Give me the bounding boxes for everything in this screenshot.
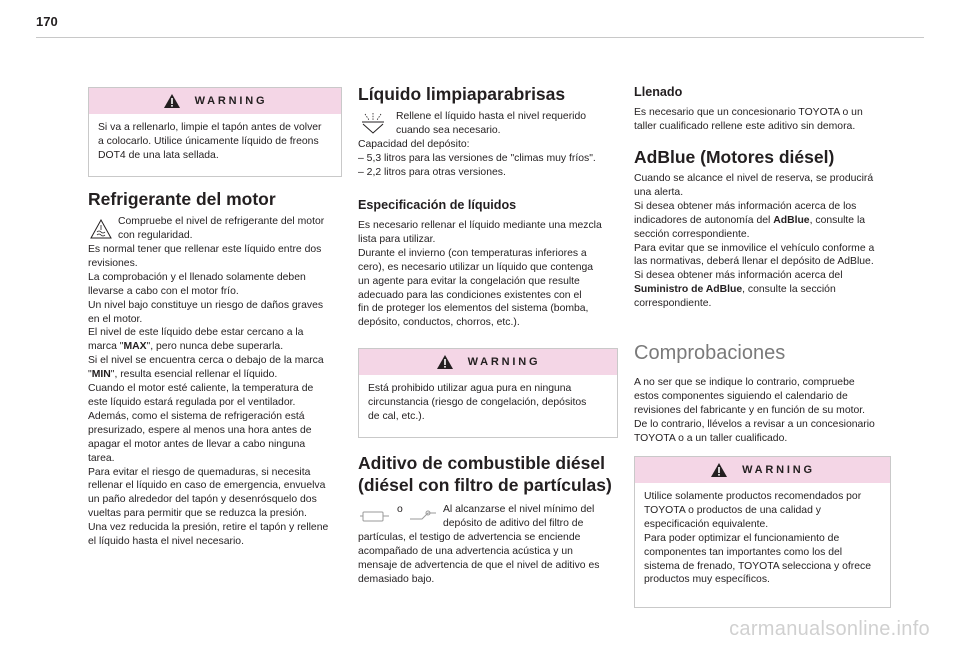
additive-icon-text: depósito de aditivo del filtro de <box>443 517 584 529</box>
adblue-text: sección correspondiente. <box>634 228 750 240</box>
washer-icon-text: Rellene el líquido hasta el nivel requerido <box>396 111 587 122</box>
additive-title-line2: (diésel con filtro de partículas) <box>358 475 612 495</box>
additive-text: mensaje de advertencia de que el nivel de aditivo es <box>358 559 600 571</box>
page-number: 170 <box>36 14 58 29</box>
additive-text: demasiado bajo. <box>358 573 435 585</box>
spec-text: fin de proteger los elementos del sistema (bomba, <box>358 303 589 315</box>
section-title-checks: Comprobaciones <box>634 342 786 364</box>
additive-level-icon <box>408 507 438 523</box>
spec-text: lista para utilizar. <box>358 233 436 245</box>
coolant-icon-text: Compruebe el nivel de refrigerante del motor <box>118 216 325 227</box>
coolant-text: presurizado, espere al menos una hora antes de <box>88 424 312 436</box>
or-text: o <box>397 504 403 515</box>
coolant-text: Para evitar el riesgo de quemaduras, si necesita <box>88 466 311 478</box>
filling-text: Es necesario que un concesionario TOYOTA o un <box>634 107 863 118</box>
warning-text: sistema de frenado, TOYOTA selecciona y ofrece <box>644 560 871 572</box>
warning-text: TOYOTA o productos de una calidad y <box>644 504 821 516</box>
max-pre: marca " <box>88 341 124 353</box>
adblue-text: una alerta. <box>634 186 684 198</box>
washer-fluid-icon <box>360 112 386 134</box>
section-title-filling: Llenado <box>634 85 683 99</box>
filling-text: taller cualificado rellene este aditivo sin demora. <box>634 120 856 132</box>
coolant-max-line <box>88 340 344 354</box>
spec-text: depósito, conductos, chorros, etc.). <box>358 317 520 329</box>
coolant-icon-text: con regularidad. <box>118 229 193 241</box>
adblue-term: AdBlue <box>773 214 810 226</box>
warning-triangle-icon <box>163 93 181 109</box>
warning-header <box>89 88 341 114</box>
coolant-text: en el motor. <box>88 313 143 325</box>
spec-text: Es necesario rellenar el líquido mediante una mezcla <box>358 220 602 231</box>
coolant-text: llevarse a cabo con el motor frío. <box>88 285 239 297</box>
washer-text: – 5,3 litros para las versiones de "climas muy fríos". <box>358 152 596 164</box>
coolant-warning-icon <box>90 219 112 239</box>
washer-icon-text: cuando sea necesario. <box>396 124 501 136</box>
additive-text: partículas, el testigo de advertencia se enciende <box>358 532 581 543</box>
adblue-text: Para evitar que se inmovilice el vehículo conforme a <box>634 242 875 254</box>
coolant-text: Además, como el sistema de refrigeración está <box>88 410 305 422</box>
coolant-text: un paño alrededor del tapón y desenrósquelo dos <box>88 494 317 506</box>
coolant-text: Es normal tener que rellenar este líquido entre dos <box>88 244 322 255</box>
max-post: ", pero nunca debe superarla. <box>146 341 284 353</box>
warning-triangle-icon <box>710 462 728 478</box>
coolant-text: El nivel de este líquido debe estar cercano a la <box>88 327 304 339</box>
washer-text: – 2,2 litros para otras versiones. <box>358 166 506 178</box>
coolant-text: La comprobación y el llenado solamente deben <box>88 271 306 283</box>
checks-text: A no ser que se indique lo contrario, compruebe <box>634 377 855 388</box>
coolant-text: Cuando el motor esté caliente, la temperatura de <box>88 383 314 395</box>
warning-text: a colocarlo. Utilice únicamente líquido de freons <box>98 135 319 147</box>
warning-title: WARNING <box>194 95 268 107</box>
coolant-text: este líquido estará regulada por el ventilador. <box>88 396 296 408</box>
section-title-washer: Líquido limpiaparabrisas <box>358 84 566 104</box>
coolant-min-line <box>88 368 344 382</box>
warning-text: de cal, etc.). <box>368 410 425 422</box>
additive-title-line1: Aditivo de combustible diésel <box>358 453 605 473</box>
coolant-text: Un nivel bajo constituye un riesgo de daños graves <box>88 299 324 311</box>
coolant-text: Si el nivel se encuentra cerca o debajo de la marca <box>88 355 324 367</box>
section-title-spec: Especificación de líquidos <box>358 198 517 212</box>
coolant-text: vueltas para permitir que se reduzca la presión. <box>88 508 307 520</box>
warning-box-2 <box>358 348 618 438</box>
warning-text: Si va a rellenarlo, limpie el tapón antes de volver <box>98 122 322 133</box>
warning-text: Utilice solamente productos recomendados por <box>644 491 862 502</box>
warning-text: Para poder optimizar el funcionamiento de <box>644 532 840 544</box>
coolant-text: apagar el motor antes de llevar a cabo ninguna <box>88 438 306 450</box>
warning-header <box>635 457 890 483</box>
coolant-text: rellenar el líquido en caso de emergencia, envuelva <box>88 480 326 492</box>
checks-text: estos componentes siguiendo el calendario de <box>634 390 848 402</box>
warning-title: WARNING <box>467 356 541 368</box>
washer-text: Capacidad del depósito: <box>358 139 470 150</box>
spec-text: un agente para evitar la congelación que resulte <box>358 275 580 287</box>
checks-text: De lo contrario, llévelos a revisar a un concesionario <box>634 418 875 430</box>
adblue-text: correspondiente. <box>634 298 712 310</box>
spec-text: Durante el invierno (con temperaturas inferiores a <box>358 247 587 259</box>
coolant-text: el líquido hasta el nivel necesario. <box>88 536 244 548</box>
warning-text: circunstancia (riesgo de congelación, depósitos <box>368 396 587 408</box>
warning-text: componentes tan importantes como los del <box>644 546 843 558</box>
section-title-coolant: Refrigerante del motor <box>88 189 276 209</box>
warning-header <box>359 349 617 375</box>
max-mark: MAX <box>123 341 147 353</box>
spec-text: adecuado para las condiciones existentes con el <box>358 289 582 301</box>
adblue-bold-line <box>634 214 896 228</box>
fuel-filter-icon <box>360 508 390 524</box>
watermark: carmanualsonline.info <box>729 618 930 640</box>
min-post: ", resulta esencial rellenar el líquido. <box>110 369 278 381</box>
warning-box-1 <box>88 87 342 177</box>
adblue-text: Cuando se alcance el nivel de reserva, se producirá <box>634 173 874 184</box>
adblue-supply-term: Suministro de AdBlue <box>634 284 743 296</box>
warning-text: DOT4 de una lata sellada. <box>98 149 219 161</box>
adblue-pre: indicadores de autonomía del <box>634 214 774 226</box>
adblue-supply-post: , consulte la sección <box>742 284 836 296</box>
additive-icon-text: Al alcanzarse el nivel mínimo del <box>443 504 595 515</box>
warning-title: WARNING <box>742 464 815 476</box>
warning-text: Está prohibido utilizar agua pura en ninguna <box>368 383 572 394</box>
coolant-text: tarea. <box>88 452 115 464</box>
warning-text: productos muy específicos. <box>644 574 770 586</box>
section-title-additive <box>358 452 612 496</box>
coolant-text: revisiones. <box>88 257 138 269</box>
adblue-post: , consulte la <box>809 214 866 226</box>
warning-triangle-icon <box>436 354 454 370</box>
checks-text: revisiones del fabricante y en función de su motor. <box>634 404 866 416</box>
adblue-text: Si desea obtener más información acerca de los <box>634 200 857 212</box>
checks-text: TOYOTA o a un taller cualificado. <box>634 432 788 444</box>
min-pre: " <box>88 369 92 381</box>
min-mark: MIN <box>91 369 111 381</box>
spec-text: cero), es necesario utilizar un líquido que contenga <box>358 261 594 273</box>
warning-box-3 <box>634 456 891 608</box>
coolant-text: Una vez reducida la presión, retire el tapón y rellene <box>88 522 329 534</box>
warning-text: especificación equivalente. <box>644 518 769 530</box>
section-title-adblue: AdBlue (Motores diésel) <box>634 147 835 167</box>
adblue-text: Si desea obtener más información acerca del <box>634 270 843 282</box>
top-divider <box>36 37 924 38</box>
adblue-text: las normativas, deberá llenar el depósito de AdBlue. <box>634 256 874 268</box>
additive-text: acompañado de una advertencia acústica y un <box>358 545 573 557</box>
adblue-supply-line <box>634 283 896 297</box>
